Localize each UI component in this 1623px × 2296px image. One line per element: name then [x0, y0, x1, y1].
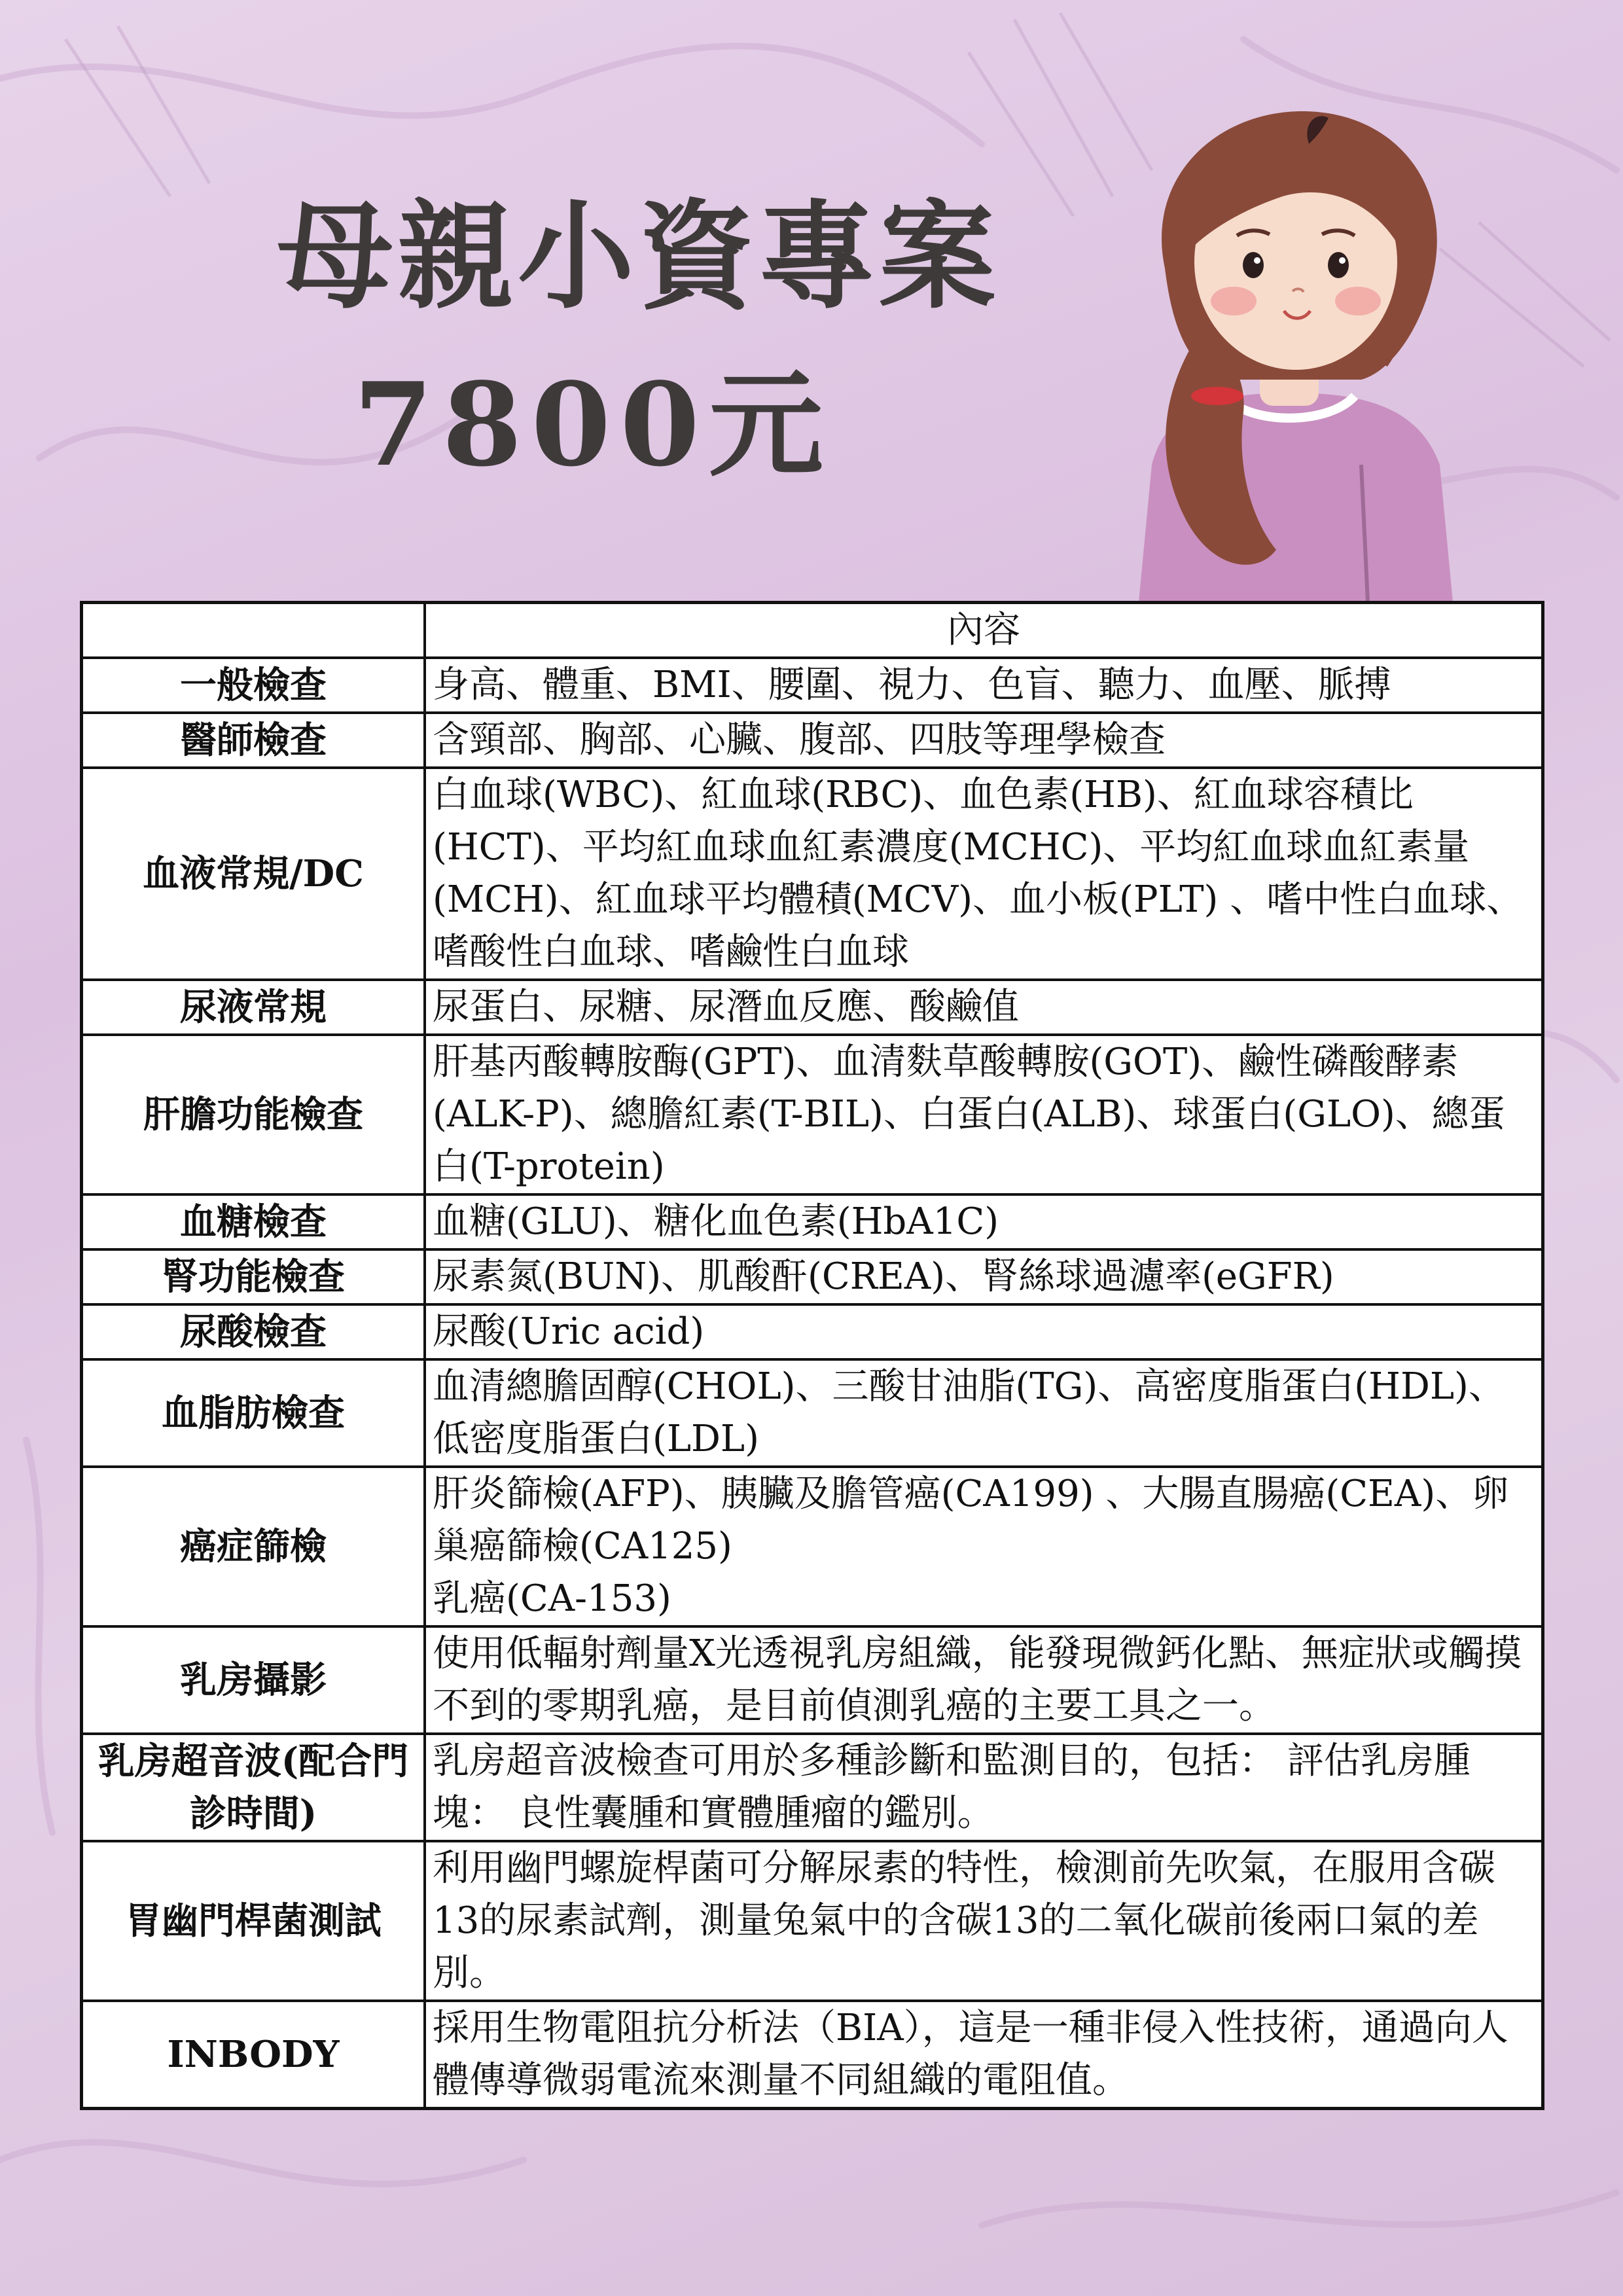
exam-name: 尿酸檢查: [82, 1304, 425, 1359]
table-row: [82, 713, 1543, 768]
exam-content: 尿酸(Uric acid): [425, 1304, 1543, 1359]
exam-name: 乳房攝影: [82, 1626, 425, 1734]
table-header-content: 內容: [425, 603, 1543, 658]
table-row: [82, 1841, 1543, 2001]
table-row: [82, 1249, 1543, 1304]
exam-content: 白血球(WBC)、紅血球(RBC)、血色素(HB)、紅血球容積比(HCT)、平均紅血球血紅素濃度(MCHC)、平均紅血球血紅素量(MCH)、紅血球平均體積(MCV)、血小板(PLT) 、嗜中性白血球、嗜酸性白血球、嗜鹼性白血球: [425, 768, 1543, 980]
price-label: 7800元: [353, 358, 833, 492]
exam-content: 肝基丙酸轉胺酶(GPT)、血清麩草酸轉胺(GOT)、鹼性磷酸酵素(ALK-P)、總膽紅素(T-BIL)、白蛋白(ALB)、球蛋白(GLO)、總蛋白(T-protein): [425, 1035, 1543, 1194]
exam-name: 腎功能檢查: [82, 1249, 425, 1304]
exam-name: 尿液常規: [82, 980, 425, 1035]
exam-name: 血糖檢查: [82, 1194, 425, 1249]
table-row: [82, 1734, 1543, 1841]
table-row: [82, 1304, 1543, 1359]
exam-content: 肝炎篩檢(AFP)、胰臟及膽管癌(CA199) 、大腸直腸癌(CEA)、卵巢癌篩檢(CA125) 乳癌(CA-153): [425, 1467, 1543, 1626]
exam-content: 血清總膽固醇(CHOL)、三酸甘油脂(TG)、高密度脂蛋白(HDL)、低密度脂蛋白(LDL): [425, 1359, 1543, 1467]
exam-items-table: [80, 601, 1544, 2110]
table-row: [82, 1467, 1543, 1626]
exam-content: 採用生物電阻抗分析法（BIA），這是一種非侵入性技術，通過向人體傳導微弱電流來測量不同組織的電阻值。: [425, 2001, 1543, 2109]
table-row: [82, 768, 1543, 980]
exam-content: 含頸部、胸部、心臟、腹部、四肢等理學檢查: [425, 713, 1543, 768]
exam-content: 利用幽門螺旋桿菌可分解尿素的特性，檢測前先吹氣，在服用含碳13的尿素試劑，測量兔氣中的含碳13的二氧化碳前後兩口氣的差別。: [425, 1841, 1543, 2001]
table-row: [82, 1359, 1543, 1467]
table-row: [82, 1626, 1543, 1734]
table-row: [82, 658, 1543, 713]
exam-name: 一般檢查: [82, 658, 425, 713]
exam-name: 胃幽門桿菌測試: [82, 1841, 425, 2001]
table-row: [82, 1035, 1543, 1194]
table-header-row: [82, 603, 1543, 658]
exam-content: 乳房超音波檢查可用於多種診斷和監測目的，包括： 評估乳房腫塊： 良性囊腫和實體腫瘤的鑑別。: [425, 1734, 1543, 1841]
exam-content: 身高、體重、BMI、腰圍、視力、色盲、聽力、血壓、脈搏: [425, 658, 1543, 713]
girl-illustration: [1113, 98, 1479, 602]
table-row: [82, 2001, 1543, 2109]
exam-content: 尿蛋白、尿糖、尿潛血反應、酸鹼值: [425, 980, 1543, 1035]
table-row: [82, 980, 1543, 1035]
exam-content: 尿素氮(BUN)、肌酸酐(CREA)、腎絲球過濾率(eGFR): [425, 1249, 1543, 1304]
table-header-item: [82, 603, 425, 658]
exam-name: 醫師檢查: [82, 713, 425, 768]
exam-name: 血液常規/DC: [82, 768, 425, 980]
exam-content: 使用低輻射劑量X光透視乳房組織，能發現微鈣化點、無症狀或觸摸不到的零期乳癌，是目前偵測乳癌的主要工具之一。: [425, 1626, 1543, 1734]
exam-content: 血糖(GLU)、糖化血色素(HbA1C): [425, 1194, 1543, 1249]
exam-name: 乳房超音波(配合門診時間): [82, 1734, 425, 1841]
page-title: 母親小資專案: [277, 188, 999, 325]
exam-name: 癌症篩檢: [82, 1467, 425, 1626]
exam-name: 肝膽功能檢查: [82, 1035, 425, 1194]
table-row: [82, 1194, 1543, 1249]
exam-name: INBODY: [82, 2001, 425, 2109]
exam-name: 血脂肪檢查: [82, 1359, 425, 1467]
